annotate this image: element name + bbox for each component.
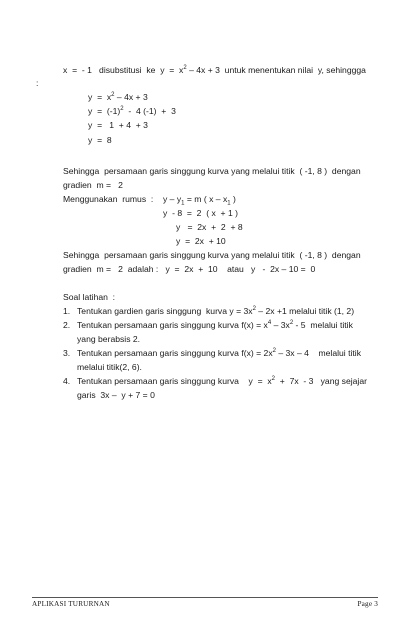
formula-label: Menggunakan rumus : [63,194,154,204]
exercise-2-exp-2: 2 [289,320,294,327]
exercise-item-2 [63,320,353,331]
exercise-3-exp: 2 [272,348,276,355]
exercise-item-3-line-2: melalui titik(2, 6). [77,362,142,372]
intro-text-end: – 4x + 3 untuk menentukan nilai y, sehinggga [186,65,366,75]
formula-general [163,194,236,205]
calc-l1-exp: 2 [111,92,115,99]
exercise-4-exp: 2 [271,376,276,383]
calc-line-4: y = 8 [88,135,112,145]
exercise-1-b: – 2x +1 melalui titik (1, 2) [255,306,355,316]
exercise-2-exp-1: 4 [267,320,272,327]
stray-colon: : [36,78,39,88]
exercise-2-a: Tentukan persamaan garis singgung kurva f(x) = x [77,320,268,330]
footer-title: APLIKASI TURURNAN [32,600,110,608]
formula-step-3: y = 2x + 10 [176,236,226,246]
paragraph-1-line-2: gradien m = 2 [63,180,123,190]
exercise-1-a: Tentukan gardien garis singgung kurva y = 3x [77,306,253,316]
exercise-2-c: - 5 melalui titik [293,320,353,330]
intro-text-start: x = - 1 disubstitusi ke y = x [63,65,184,75]
footer-page-number: Page 3 [357,600,378,608]
calc-line-2 [88,106,176,117]
footer-rule [32,597,378,598]
formula-sub-2: 1 [227,200,231,207]
paragraph-1-line-1: Sehingga persamaan garis singgung kurva yang melalui titik ( -1, 8 ) dengan [63,166,361,176]
intro-exponent: 2 [183,65,187,72]
exercise-1-exp: 2 [252,306,256,313]
exercise-4-number: 4. [63,376,71,386]
paragraph-2-line-2: gradien m = 2 adalah : y = 2x + 10 atau y - 2x – 10 = 0 [63,264,316,274]
exercise-item-4-line-2: garis 3x – y + 7 = 0 [77,390,155,400]
exercise-2-b: – 3x [271,320,290,330]
exercise-3-b: – 3x – 4 melalui titik [275,348,361,358]
calc-l2-a: y = (-1) [88,106,121,116]
formula-sub-1: 1 [181,200,185,207]
intro-line [63,65,366,76]
calc-line-1 [88,92,148,103]
exercise-1-number: 1. [63,306,71,316]
calc-l2-b: - 4 (-1) + 3 [123,106,176,116]
exercise-item-2-line-2: yang berabsis 2. [77,334,141,344]
formula-b: = m ( x – x [184,194,228,204]
exercise-4-b: + 7x - 3 yang sejajar [275,376,367,386]
formula-a: y – y [163,194,182,204]
formula-step-2: y = 2x + 2 + 8 [176,222,243,232]
paragraph-2-line-1: Sehingga persamaan garis singgung kurva yang melalui titik ( -1, 8 ) dengan [63,250,361,260]
formula-c: ) [230,194,236,204]
calc-l1-b: – 4x + 3 [114,92,148,102]
exercise-3-number: 3. [63,348,71,358]
exercise-4-a: Tentukan persamaan garis singgung kurva y = x [77,376,272,386]
exercise-2-number: 2. [63,320,71,330]
exercise-item-1 [63,306,354,317]
formula-step-1: y - 8 = 2 ( x + 1 ) [163,208,238,218]
calc-l1-a: y = x [88,92,112,102]
calc-l2-exp: 2 [120,106,124,113]
exercise-3-a: Tentukan persamaan garis singgung kurva f(x) = 2x [77,348,273,358]
calc-line-3: y = 1 + 4 + 3 [88,120,148,130]
exercise-item-3 [63,348,361,359]
exercise-item-4 [63,376,367,387]
exercise-title: Soal latihan : [63,292,116,302]
